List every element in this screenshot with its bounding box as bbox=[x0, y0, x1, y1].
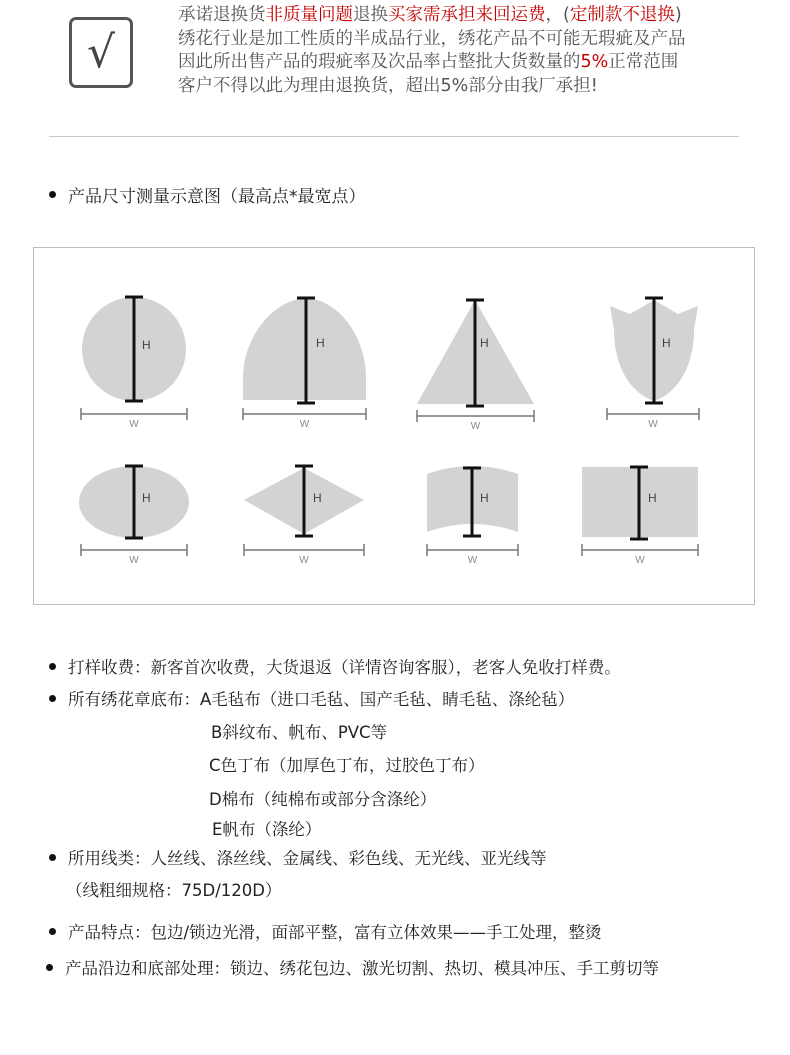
policy-line-1-segment-4: ，( bbox=[545, 5, 570, 25]
policy-line-1-segment-5: 定制款不退换 bbox=[569, 5, 675, 25]
policy-line-1-segment-3: 买家需承担来回运费 bbox=[388, 5, 546, 25]
bullet-icon bbox=[49, 695, 56, 702]
shapes-svg bbox=[34, 248, 756, 606]
fabric-c-text: C色丁布（加厚色丁布，过胶色丁布） bbox=[209, 756, 485, 775]
base-fabric-text: 所有绣花章底布：A毛毡布（进口毛毡、国产毛毡、睛毛毡、涤纶毡） bbox=[68, 690, 575, 709]
edge-processing-text: 产品沿边和底部处理：锁边、绣花包边、激光切割、热切、模具冲压、手工剪切等 bbox=[65, 959, 659, 978]
policy-line-2: 绣花行业是加工性质的半成品行业，绣花产品不可能无瑕疵及产品 bbox=[178, 28, 686, 49]
arch-width-label: W bbox=[299, 419, 310, 430]
bullet-icon bbox=[49, 928, 56, 935]
measurement-heading-text: 产品尺寸测量示意图（最高点*最宽点） bbox=[68, 187, 366, 207]
rectangle-height-label: H bbox=[648, 491, 657, 505]
triangle-width-label: W bbox=[470, 421, 481, 432]
sample-fee-text: 打样收费：新客首次收费，大货退返（详情咨询客服），老客人免收打样费。 bbox=[68, 658, 621, 677]
policy-line-1-segment-0: 承诺退换货 bbox=[178, 5, 266, 25]
fabric-b-item bbox=[211, 719, 387, 743]
curved-rectangle-height-label: H bbox=[480, 491, 489, 505]
triangle-height-label: H bbox=[480, 336, 489, 350]
fabric-e-text: E帆布（涤纶） bbox=[212, 820, 322, 839]
diamond-width-label: W bbox=[299, 555, 309, 566]
shield-width-label: W bbox=[648, 419, 658, 430]
policy-line-3-end: 正常范围 bbox=[608, 52, 679, 72]
fabric-e-item bbox=[212, 816, 321, 840]
measurement-diagram bbox=[33, 247, 755, 605]
threads-text: 所用线类：人丝线、涤丝线、金属线、彩色线、无光线、亚光线等 bbox=[68, 849, 547, 868]
measurement-heading bbox=[49, 182, 366, 207]
bullet-icon bbox=[46, 964, 53, 971]
defect-rate-percent: 5% bbox=[580, 52, 609, 72]
policy-line-3 bbox=[178, 51, 778, 75]
threads-item bbox=[49, 845, 547, 869]
ellipse-height-label: H bbox=[142, 491, 151, 505]
fabric-b-text: B斜纹布、帆布、PVC等 bbox=[211, 723, 388, 742]
ellipse-width-label: W bbox=[129, 555, 139, 566]
circle-height-label: H bbox=[142, 338, 151, 352]
checkmark-box-icon bbox=[69, 17, 133, 88]
sample-fee-item bbox=[49, 654, 621, 678]
bullet-icon bbox=[49, 854, 56, 861]
policy-line-1-segment-2: 退换 bbox=[353, 5, 388, 25]
edge-processing-item bbox=[46, 955, 659, 979]
check-symbol: √ bbox=[86, 26, 116, 78]
policy-line-1-segment-1: 非质量问题 bbox=[265, 5, 353, 25]
base-fabric-item bbox=[49, 686, 574, 710]
fabric-d-text: D棉布（纯棉布或部分含涤纶） bbox=[209, 790, 437, 809]
policy-line-1-segment-6: ) bbox=[674, 5, 682, 25]
fabric-c-item bbox=[209, 752, 485, 776]
thread-spec-text: （线粗细规格：75D/120D） bbox=[66, 881, 282, 900]
rectangle-width-label: W bbox=[635, 555, 645, 566]
circle-width-label: W bbox=[129, 419, 139, 430]
bullet-icon bbox=[49, 663, 56, 670]
diamond-height-label: H bbox=[313, 491, 322, 505]
fabric-d-item bbox=[209, 786, 436, 810]
features-text: 产品特点：包边/锁边光滑，面部平整，富有立体效果——手工处理，整烫 bbox=[68, 923, 602, 942]
bullet-icon bbox=[49, 191, 56, 198]
policy-line-1 bbox=[178, 4, 778, 28]
policy-line-4: 客户不得以此为理由退换货，超出5%部分由我厂承担! bbox=[178, 75, 598, 96]
return-policy-text bbox=[178, 4, 778, 98]
features-item bbox=[49, 919, 602, 943]
curved-rectangle-width-label: W bbox=[467, 555, 478, 566]
thread-spec-item bbox=[66, 877, 281, 901]
policy-line-3-start: 因此所出售产品的瑕疵率及次品率占整批大货数量的 bbox=[178, 52, 581, 72]
arch-height-label: H bbox=[316, 336, 325, 350]
shield-height-label: H bbox=[662, 336, 671, 350]
section-divider bbox=[49, 136, 739, 137]
